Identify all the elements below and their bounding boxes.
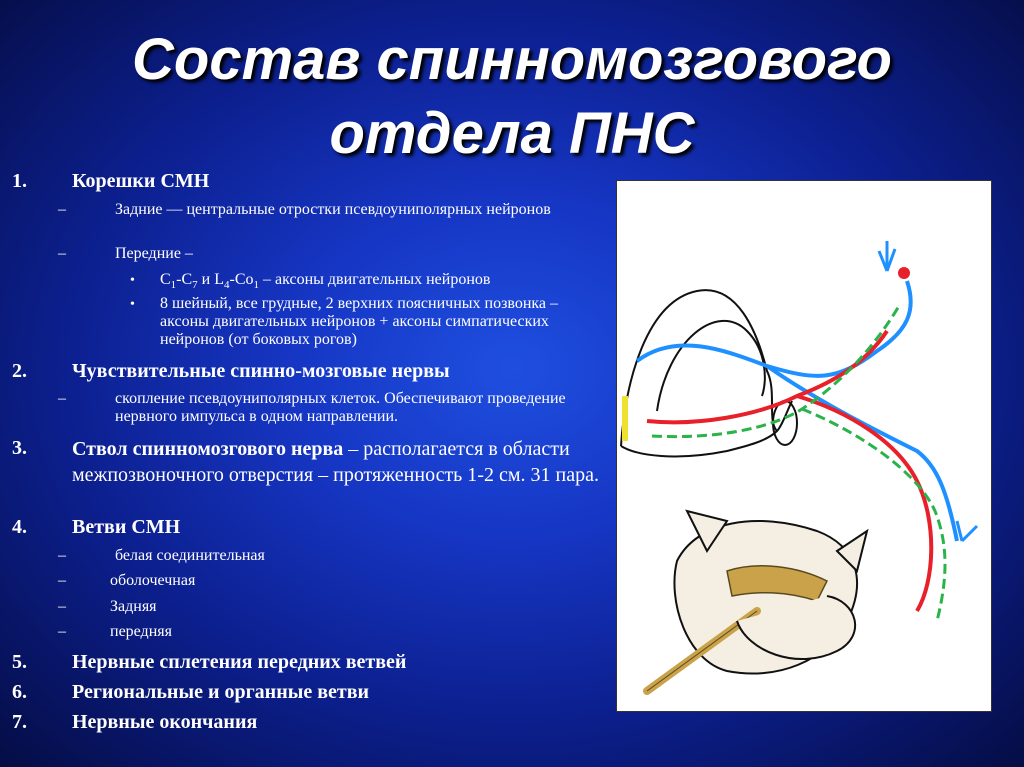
branch-meningeal: оболочечная [110, 572, 196, 589]
segment-co: -Co [229, 271, 254, 288]
spinal-cord-inner [657, 321, 765, 411]
segment-text: – аксоны двигательных нейронов [259, 271, 491, 288]
bullet-marker: • [130, 273, 135, 288]
list-heading-regional-branches: Региональные и органные ветви [72, 681, 370, 703]
list-heading-nerve-endings: Нервные окончания [72, 711, 258, 733]
branch-posterior: Задняя [110, 598, 157, 615]
dash-marker: – [58, 245, 66, 262]
segment-sub: 4 [224, 279, 230, 292]
dash-marker: – [58, 390, 66, 407]
segment-c7: -C [176, 271, 193, 288]
dash-marker: – [58, 201, 66, 218]
list-number-1: 1. [12, 170, 27, 192]
slide-title-line-2: отдела ПНС [329, 101, 695, 166]
sub-item-pseudounipolar-cells: скопление псевдоуниполярных клеток. Обеспечивают проведение нервного импульса в одном направлении. [115, 390, 566, 425]
dash-marker: – [58, 572, 66, 589]
spinal-cord-outline [621, 290, 792, 456]
dash-marker: – [58, 598, 66, 615]
list-heading-plexuses: Нервные сплетения передних ветвей [72, 651, 407, 673]
list-number-2: 2. [12, 360, 27, 382]
list-number-3: 3. [12, 437, 27, 459]
segment-c: C [160, 271, 171, 288]
receptor-ending [879, 241, 895, 271]
ganglion-shape [773, 401, 797, 445]
branch-anterior: передняя [110, 623, 172, 640]
list-heading-sensory-nerves: Чувствительные спинно-мозговые нервы [72, 360, 450, 382]
list-number-4: 4. [12, 516, 27, 538]
spinal-nerve-illustration [616, 180, 992, 712]
segment-l4: и L [197, 271, 225, 288]
nerve-trunk-description: – располагается в области межпозвоночного отверстия – протяженность 1-2 см. 31 пара. [72, 438, 599, 486]
sub-item-posterior-roots: Задние — центральные отростки псевдоуниполярных нейронов [115, 201, 551, 218]
list-heading-roots: Корешки СМН [72, 170, 210, 192]
list-number-5: 5. [12, 651, 27, 673]
sub-item-anterior-roots: Передние – [115, 245, 193, 262]
list-item-nerve-trunk [72, 436, 612, 488]
sub-sub-item-sympathetic: 8 шейный, все грудные, 2 верхних поясничных позвонка – аксоны двигательных нейронов + аксоны симпатических нейронов (от боковых рогов) [160, 295, 559, 348]
receptor-ending [898, 267, 910, 279]
list-number-7: 7. [12, 711, 27, 733]
segment-sub: 1 [170, 279, 177, 292]
bullet-marker: • [130, 297, 135, 312]
sub-sub-item-motor-segments [160, 271, 490, 294]
slide-title-line-1: Состав спинномозгового [132, 27, 892, 92]
segment-sub: 1 [253, 279, 260, 292]
branch-white-ramus: белая соединительная [115, 547, 265, 564]
list-heading-nerve-trunk: Ствол спинномозгового нерва [72, 438, 344, 460]
dash-marker: – [58, 623, 66, 640]
receptor-ending [957, 521, 977, 541]
list-number-6: 6. [12, 681, 27, 703]
dash-marker: – [58, 547, 66, 564]
segment-sub: 7 [192, 279, 198, 292]
spinal-nerve-diagram-icon [617, 181, 991, 711]
sensory-fiber [637, 281, 911, 376]
list-heading-branches: Ветви СМН [72, 516, 181, 538]
